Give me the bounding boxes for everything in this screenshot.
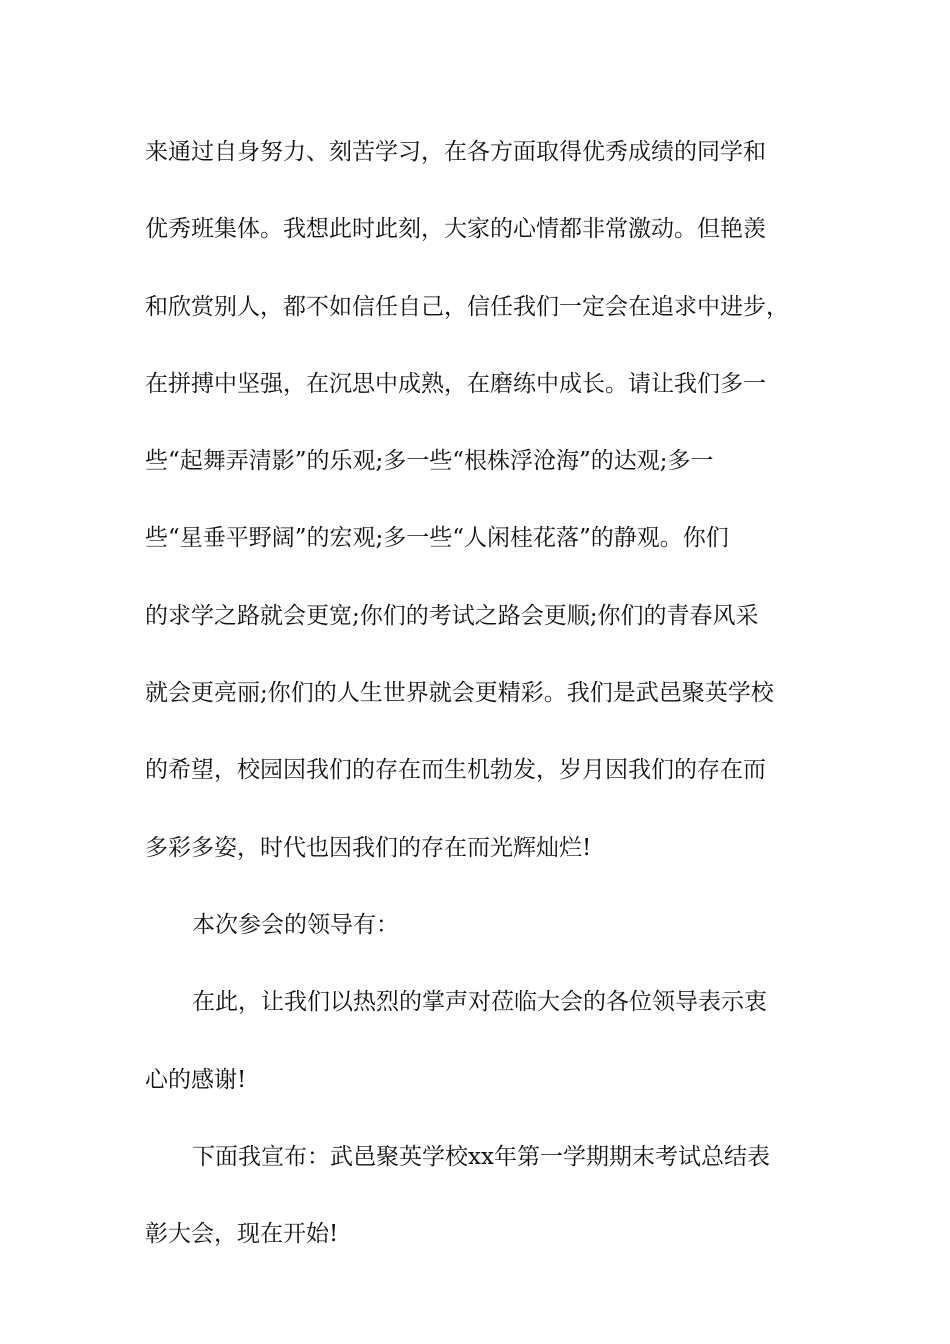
text-line: 心的感谢! [145, 1066, 247, 1093]
text-line: 些“起舞弄清影”的乐观;多一些“根株浮沧海”的达观;多一 [145, 448, 714, 475]
paragraph-announcement-start: 下面我宣布：武邑聚英学校xx年第一学期期末考试总结表 [192, 1143, 770, 1170]
text-line: 和欣赏别人，都不如信任自己，信任我们一定会在追求中进步， [145, 293, 789, 320]
text-line: 就会更亮丽;你们的人生世界就会更精彩。我们是武邑聚英学校 [145, 680, 774, 707]
document-body [145, 129, 825, 1288]
text-line: 的求学之路就会更宽;你们的考试之路会更顺;你们的青春风采 [145, 602, 759, 629]
text-line: 彰大会，现在开始! [145, 1221, 339, 1248]
text-line: 优秀班集体。我想此时此刻，大家的心情都非常激动。但艳羡 [145, 216, 766, 243]
text-line: 多彩多姿，时代也因我们的存在而光辉灿烂! [145, 834, 592, 861]
paragraph-leaders-intro: 本次参会的领导有： [192, 911, 399, 938]
text-line: 的希望，校园因我们的存在而生机勃发，岁月因我们的存在而 [145, 757, 766, 784]
text-line: 在拼搏中坚强，在沉思中成熟，在磨练中成长。请让我们多一 [145, 370, 766, 397]
paragraph-thanks-start: 在此，让我们以热烈的掌声对莅临大会的各位领导表示衷 [192, 989, 767, 1016]
text-line: 来通过自身努力、刻苦学习，在各方面取得优秀成绩的同学和 [145, 139, 766, 165]
text-line: 些“星垂平野阔”的宏观;多一些“人闲桂花落”的静观。你们 [145, 525, 729, 552]
